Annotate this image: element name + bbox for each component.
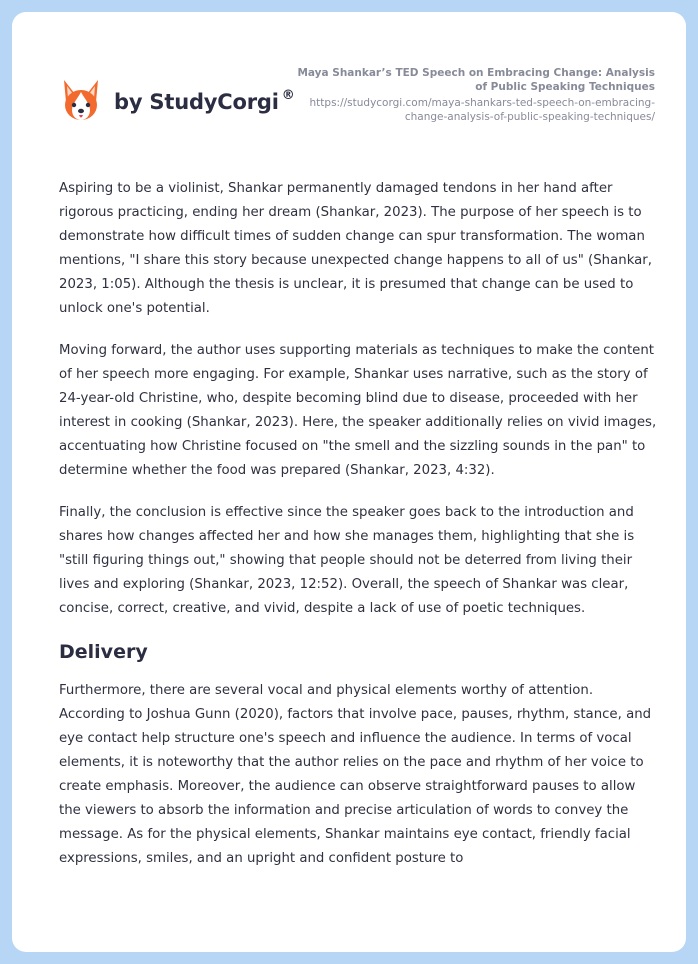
paragraph: Furthermore, there are several vocal and physical elements worthy of attention. According to Joshua Gunn (2020), factors that involve pace, pauses, rhythm, stance, and eye contact help structure one's speech and influence the audience. In terms of vocal elements, it is noteworthy that the author relies on the pace and rhythm of her voice to create emphasis. Moreover, the audience can observe straightforward pauses to allow the viewers to absorb the information and precise articulation of words to convey the message. As for the physical elements, Shankar maintains eye contact, friendly facial expressions, smiles, and an upright and confident posture to	[59, 683, 652, 866]
source-reference	[295, 66, 655, 124]
studycorgi-logo[interactable]	[60, 76, 295, 126]
brand-name: by StudyCorgi ®	[114, 88, 295, 114]
paragraph: Aspiring to be a violinist, Shankar permanently damaged tendons in her hand after rigorous practicing, ending her dream (Shankar, 2023). The purpose of her speech is to demonstrate how difficult times of sudden change can spur transformation. The woman mentions, "I share this story because unexpected change happens to all of us" (Shankar, 2023, 1:05). Although the thesis is unclear, it is presumed that change can be used to unlock one's potential.	[59, 181, 652, 316]
source-url[interactable]: https://studycorgi.com/maya-shankars-ted-speech-on-embracing-change-analysis-of-public-speaking-techniques/	[309, 97, 655, 123]
paragraph: Finally, the conclusion is effective since the speaker goes back to the introduction and shares how changes affected her and how she manages them, highlighting that she is "still figuring things out," showing that people should not be deterred from living their lives and exploring (Shankar, 2023, 12:52). Overall, the speech of Shankar was clear, concise, correct, creative, and vivid, despite a lack of use of poetic techniques.	[59, 505, 635, 616]
document-page	[12, 12, 686, 952]
source-title: Maya Shankar’s TED Speech on Embracing Change: Analysis of Public Speaking Techniques	[297, 67, 655, 93]
header	[12, 12, 686, 162]
registered-mark: ®	[281, 88, 295, 103]
paragraph: Moving forward, the author uses supporting materials as techniques to make the content of her speech more engaging. For example, Shankar uses narrative, such as the story of 24-year-old Christine, who, despite becoming blind due to disease, proceeded with her interest in cooking (Shankar, 2023). Here, the speaker additionally relies on vivid images, accentuating how Christine focused on "the smell and the sizzling sounds in the pan" to determine whether the food was prepared (Shankar, 2023, 4:32).	[59, 343, 657, 478]
essay-content	[59, 177, 659, 889]
section-heading-delivery: Delivery	[59, 641, 148, 663]
corgi-icon	[60, 78, 102, 124]
